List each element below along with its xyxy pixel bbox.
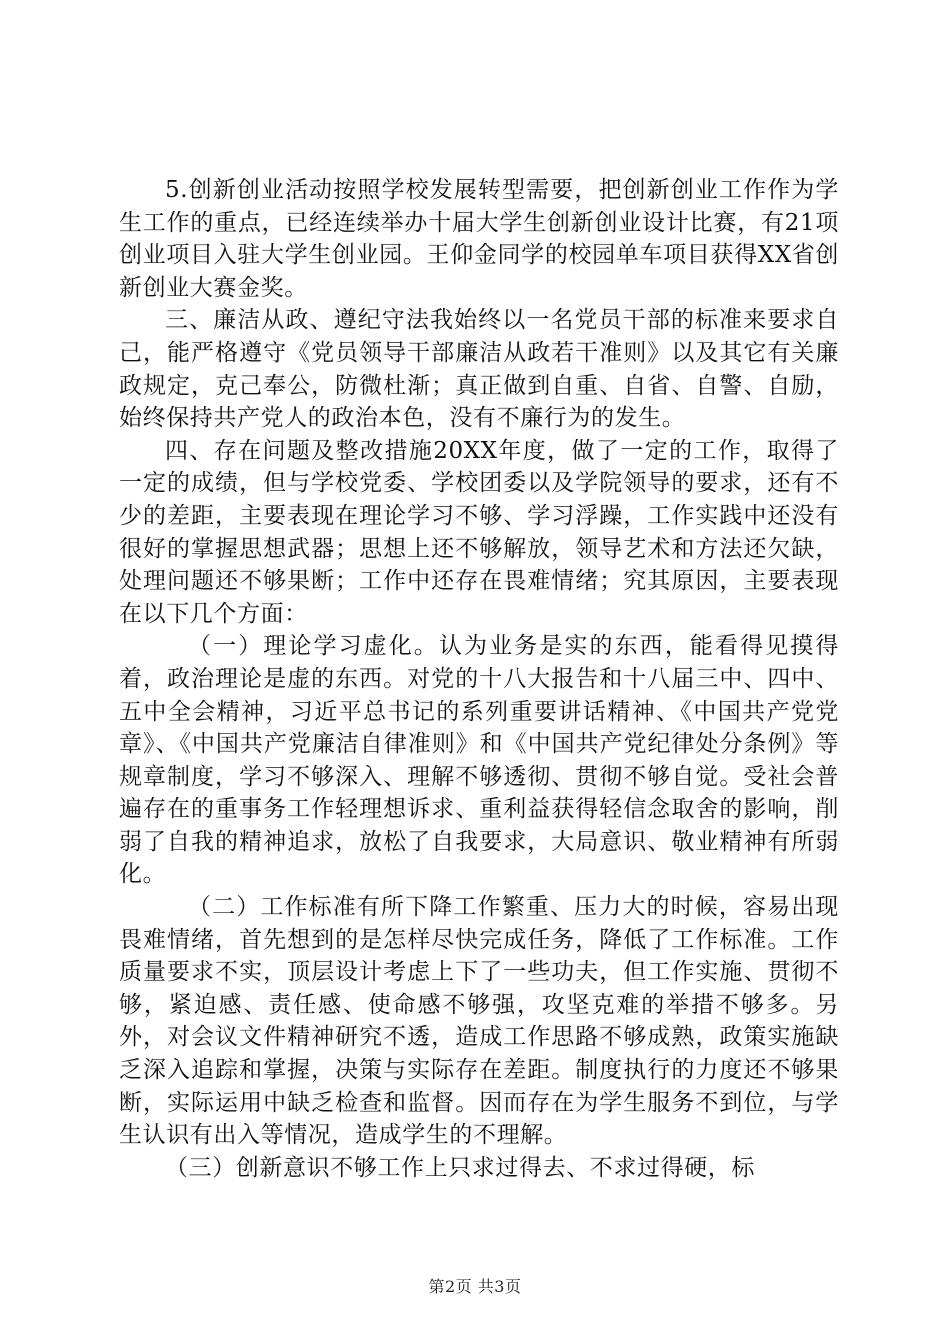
paragraph-innovation-awareness: （三）创新意识不够工作上只求过得去、不求过得硬，标 [165, 1154, 755, 1181]
document-body [119, 174, 839, 1184]
page-number-footer: 第2页 共3页 [428, 1277, 522, 1296]
paragraph-theory-study: （一）理论学习虚化。认为业务是实的东西，能看得见摸得着，政治理论是虚的东西。对党的十八大报告和十八届三中、四中、五中全会精神，习近平总书记的系列重要讲话精神、《中国共产党党章》、《中国共产党廉洁自律准则》和《中国共产党纪律处分条例》等规章制度，学习不够深入、理解不够透彻、贯彻不够自觉。受社会普遍存在的重事务工作轻理想诉求、重利益获得轻信念取舍的影响，削弱了自我的精神追求，放松了自我要求，大局意识、敬业精神有所弱化。 [119, 633, 839, 888]
paragraph-integrity: 三、廉洁从政、遵纪守法我始终以一名党员干部的标准来要求自己，能严格遵守《党员领导干部廉洁从政若干准则》以及其它有关廉政规定，克己奉公，防微杜渐；真正做到自重、自省、自警、自励，始终保持共产党人的政治本色，没有不廉行为的发生。 [119, 307, 839, 432]
paragraph-problems: 四、存在问题及整改措施20XX年度，做了一定的工作，取得了一定的成绩，但与学校党委、学校团委以及学院领导的要求，还有不少的差距，主要表现在理论学习不够、学习浮躁，工作实践中还没有很好的掌握思想武器；思想上还不够解放，领导艺术和方法还欠缺，处理问题还不够果断；工作中还存在畏难情绪；究其原因，主要表现在以下几个方面： [119, 437, 839, 627]
paragraph-innovation: 5.创新创业活动按照学校发展转型需要，把创新创业工作作为学生工作的重点，已经连续举办十届大学生创新创业设计比赛，有21项创业项目入驻大学生创业园。王仰金同学的校园单车项目获得XX省创新创业大赛金奖。 [119, 177, 839, 301]
paragraph-work-standard: （二）工作标准有所下降工作繁重、压力大的时候，容易出现畏难情绪，首先想到的是怎样尽快完成任务，降低了工作标准。工作质量要求不实，顶层设计考虑上下了一些功夫，但工作实施、贯彻不够，紧迫感、责任感、使命感不够强，攻坚克难的举措不够多。另外，对会议文件精神研究不透，造成工作思路不够成熟，政策实施缺乏深入追踪和掌握，决策与实际存在差距。制度执行的力度还不够果断，实际运用中缺乏检查和监督。因而存在为学生服务不到位，与学生认识有出入等情况，造成学生的不理解。 [119, 894, 839, 1149]
